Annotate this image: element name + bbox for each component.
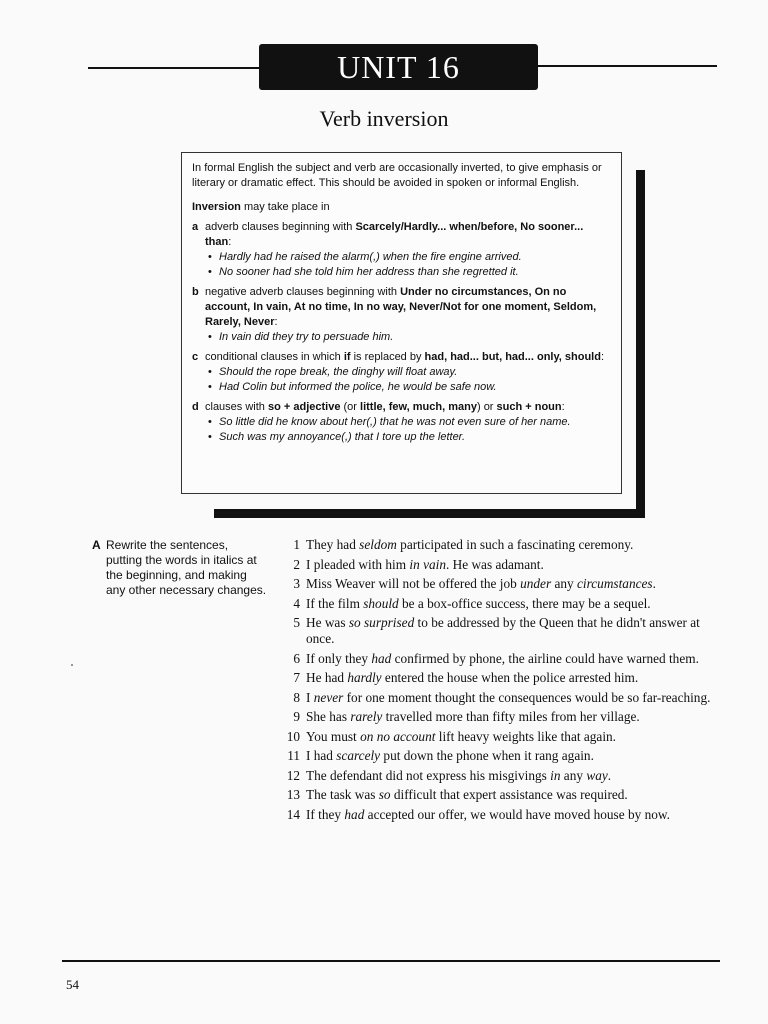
item-number: 1	[293, 537, 300, 552]
description-text: :	[600, 351, 604, 363]
keyword: Under no circumstances, On no account, In vain, At no time, In no way, Never/Not for one moment, Seldom, Rarely, Never	[205, 286, 597, 328]
section-letter: d	[192, 401, 199, 413]
keyword: little, few, much, many	[360, 401, 477, 413]
italic-cue: on no account	[360, 728, 436, 744]
rule-section	[192, 220, 611, 280]
exercise-item	[280, 709, 720, 725]
item-text: difficult that expert assistance was required.	[390, 787, 628, 802]
keyword: Scarcely/Hardly... when/before, No sooner... than	[205, 221, 584, 248]
footer-rule	[62, 960, 720, 962]
italic-cue: scarcely	[336, 748, 381, 763]
item-text: participated in such a fascinating ceremony.	[396, 537, 634, 552]
example-sentence: • Should the rope break, the dinghy will float away.	[205, 365, 611, 380]
item-text: for one moment thought the consequences would be so far-reaching.	[343, 689, 711, 705]
item-number: 5	[293, 615, 300, 630]
item-text: entered the house when the police arrested him.	[381, 670, 639, 685]
keyword: had, had... but, had... only, should	[424, 351, 601, 363]
item-text: If they	[306, 806, 345, 822]
italic-cue: rarely	[350, 709, 383, 724]
item-text: If the film	[306, 595, 364, 611]
exercise-item	[280, 787, 720, 803]
item-number: 12	[286, 767, 300, 783]
item-text: They had	[306, 537, 360, 552]
italic-cue: had	[344, 806, 365, 822]
lead-bold: Inversion	[192, 201, 241, 213]
exercise-item	[280, 576, 720, 592]
example-sentence: • In vain did they try to persuade him.	[205, 330, 611, 345]
item-text: You must	[306, 728, 361, 744]
italic-cue: under	[520, 576, 552, 591]
italic-cue: had	[371, 650, 392, 666]
exercise-item	[280, 748, 720, 764]
box-shadow-right	[636, 170, 645, 517]
section-letter: a	[192, 221, 199, 233]
item-number: 6	[293, 650, 300, 666]
italic-cue: should	[363, 595, 399, 611]
description-text: :	[561, 401, 565, 413]
italic-cue: way	[586, 767, 608, 783]
italic-cue: in vain	[409, 556, 446, 572]
item-text: She has	[306, 709, 351, 724]
item-text: .	[652, 576, 656, 591]
example-sentence: • Such was my annoyance(,) that I tore up the letter.	[205, 430, 611, 445]
item-text: The defendant did not express his misgivings	[306, 767, 551, 783]
italic-cue: never	[313, 689, 344, 705]
rule-sections	[192, 220, 611, 445]
exercise-item	[280, 557, 720, 573]
description-text: clauses with	[205, 401, 268, 413]
exercise-label: A	[92, 538, 101, 552]
item-text: The task was	[306, 787, 379, 802]
exercise-item	[280, 729, 720, 745]
description-text: adverb clauses beginning with	[205, 221, 356, 233]
item-text: any	[560, 767, 587, 783]
exercise-item	[280, 651, 720, 667]
page-title: Verb inversion	[319, 106, 449, 131]
item-text: .	[607, 767, 612, 783]
page-number: 54	[66, 977, 79, 992]
exercise-instruction	[92, 538, 267, 598]
header-rule-left	[88, 67, 263, 69]
box-intro: In formal English the subject and verb are occasionally inverted, to give emphasis or literary or dramatic effect. This should be avoided in spoken or informal English.	[192, 162, 602, 189]
italic-cue: in	[550, 767, 561, 783]
italic-cue: hardly	[347, 670, 382, 685]
item-text: He was	[306, 615, 349, 630]
item-number: 11	[287, 748, 300, 763]
description-text: is replaced by	[350, 351, 425, 363]
item-text: any	[551, 576, 577, 591]
header-rule-right	[535, 65, 717, 67]
grammar-rule-box	[181, 152, 622, 494]
section-description	[205, 220, 611, 250]
item-number: 9	[293, 709, 300, 724]
section-letter: c	[192, 351, 199, 363]
item-number: 8	[293, 689, 300, 705]
item-text: Miss Weaver will not be offered the job	[306, 576, 521, 591]
example-sentence: • Hardly had he raised the alarm(,) when the fire engine arrived.	[205, 250, 611, 265]
unit-banner: UNIT 16	[259, 44, 538, 90]
item-text: If only they	[306, 650, 372, 666]
item-text: travelled more than fifty miles from her village.	[382, 709, 640, 724]
item-number: 3	[293, 576, 300, 591]
item-text: . He was adamant.	[445, 556, 544, 572]
item-text: He had	[306, 670, 348, 685]
example-sentence: • Had Colin but informed the police, he would be safe now.	[205, 380, 611, 395]
description-text: (or	[340, 401, 361, 413]
item-text: I	[306, 689, 314, 705]
item-number: 10	[286, 728, 300, 744]
italic-cue: so	[378, 787, 391, 802]
exercise-item	[280, 768, 720, 784]
box-lead	[192, 200, 611, 215]
section-description	[205, 285, 611, 330]
item-number: 14	[286, 806, 300, 822]
exercise-item	[280, 807, 720, 823]
item-text: put down the phone when it rang again.	[380, 748, 594, 763]
exercise-items	[280, 537, 720, 826]
exercise-item	[280, 615, 720, 647]
italic-cue: circumstances	[577, 576, 653, 591]
stray-mark	[71, 664, 73, 666]
item-text: be a box-office success, there may be a sequel.	[398, 595, 651, 611]
exercise-item	[280, 690, 720, 706]
item-number: 2	[293, 556, 300, 572]
keyword: if	[343, 351, 351, 363]
rule-section	[192, 400, 611, 445]
description-text: :	[274, 316, 278, 328]
item-text: I pleaded with him	[306, 556, 410, 572]
rule-section	[192, 285, 611, 345]
lead-rest: may take place in	[240, 201, 330, 213]
section-description	[205, 400, 611, 415]
italic-cue: so surprised	[348, 615, 415, 630]
description-text: ) or	[476, 401, 497, 413]
section-letter: b	[192, 286, 199, 298]
keyword: such + noun	[496, 401, 562, 413]
description-text: conditional clauses in which	[205, 351, 344, 363]
description-text: :	[228, 236, 232, 248]
exercise-item	[280, 596, 720, 612]
item-number: 13	[286, 787, 300, 802]
exercise-item	[280, 670, 720, 686]
item-number: 4	[293, 595, 300, 611]
italic-cue: seldom	[359, 537, 397, 552]
box-shadow-bottom	[214, 509, 645, 518]
example-sentence: • No sooner had she told him her address than she regretted it.	[205, 265, 611, 280]
rule-section	[192, 350, 611, 395]
exercise-item	[280, 537, 720, 553]
example-sentence: • So little did he know about her(,) that he was not even sure of her name.	[205, 415, 611, 430]
item-number: 7	[293, 670, 300, 685]
item-text: I had	[306, 748, 337, 763]
item-text: to be addressed by the Queen that he didn't answer at once.	[306, 615, 700, 646]
item-text: accepted our offer, we would have moved house by now.	[364, 806, 670, 822]
item-text: confirmed by phone, the airline could have warned them.	[391, 650, 699, 666]
instruction-text: Rewrite the sentences, putting the words in italics at the beginning, and making any other necessary changes.	[106, 538, 267, 597]
description-text: negative adverb clauses beginning with	[205, 286, 401, 298]
item-text: lift heavy weights like that again.	[435, 728, 616, 744]
section-description	[205, 350, 611, 365]
keyword: so + adjective	[267, 401, 341, 413]
